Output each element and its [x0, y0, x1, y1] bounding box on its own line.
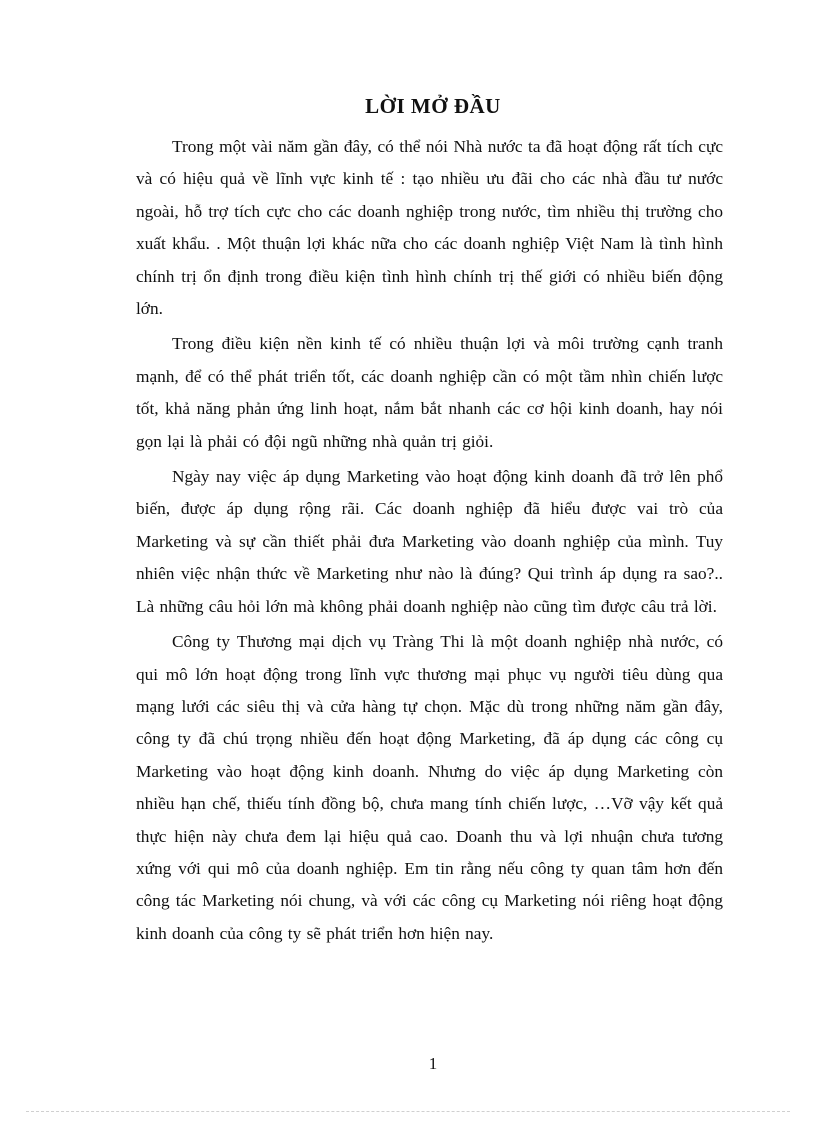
paragraph-1: Trong một vài năm gần đây, có thể nói Nhà nước ta đã hoạt động rất tích cực và có hiệu quả về lĩnh vực kinh tế : tạo nhiều ưu đãi cho các nhà đầu tư nước ngoài, hỗ trợ tích cực cho các doanh nghiệp trong nước, tìm nhiều thị trường cho xuất khẩu. . Một thuận lợi khác nữa cho các doanh nghiệp Việt Nam là tình hình chính trị ổn định trong điều kiện tình hình chính trị thế giới có nhiều biến động lớn. — [136, 137, 723, 319]
paragraph-2: Trong điều kiện nền kinh tế có nhiều thuận lợi và môi trường cạnh tranh mạnh, để có thể phát triển tốt, các doanh nghiệp cần có một tầm nhìn chiến lược tốt, khả năng phản ứng linh hoạt, nắm bắt nhanh các cơ hội kinh doanh, hay nói gọn lại là phải có đội ngũ những nhà quản trị giỏi. — [136, 334, 723, 451]
page-title: LỜI MỞ ĐẦU — [365, 94, 501, 118]
page-boundary-divider — [26, 1111, 790, 1112]
paragraph-3: Ngày nay việc áp dụng Marketing vào hoạt động kinh doanh đã trở lên phổ biến, được áp dụng rộng rãi. Các doanh nghiệp đã hiểu được vai trò của Marketing và sự cần thiết phải đưa Marketing vào doanh nghiệp của mình. Tuy nhiên việc nhận thức về Marketing như nào là đúng? Qui trình áp dụng ra sao?.. Là những câu hỏi lớn mà không phải doanh nghiệp nào cũng tìm được câu trả lời. — [136, 467, 723, 616]
paragraph-4: Công ty Thương mại dịch vụ Tràng Thi là một doanh nghiệp nhà nước, có qui mô lớn hoạt động trong lĩnh vực thương mại phục vụ người tiêu dùng qua mạng lưới các siêu thị và cửa hàng tự chọn. Mặc dù trong những năm gần đây, công ty đã chú trọng nhiều đến hoạt động Marketing, đã áp dụng các công cụ Marketing vào hoạt động kinh doanh. Nhưng do việc áp dụng Marketing còn nhiều hạn chế, thiếu tính đồng bộ, chưa mang tính chiến lược, …Vỡ vậy kết quả thực hiện này chưa đem lại hiệu quả cao. Doanh thu và lợi nhuận chưa tương xứng với qui mô của doanh nghiệp. Em tin rằng nếu công ty quan tâm hơn đến công tác Marketing nói chung, và với các công cụ Marketing nói riêng hoạt động kinh doanh của công ty sẽ phát triển hơn hiện nay. — [136, 632, 723, 943]
document-body — [136, 131, 723, 953]
page-number: 1 — [428, 1054, 438, 1073]
